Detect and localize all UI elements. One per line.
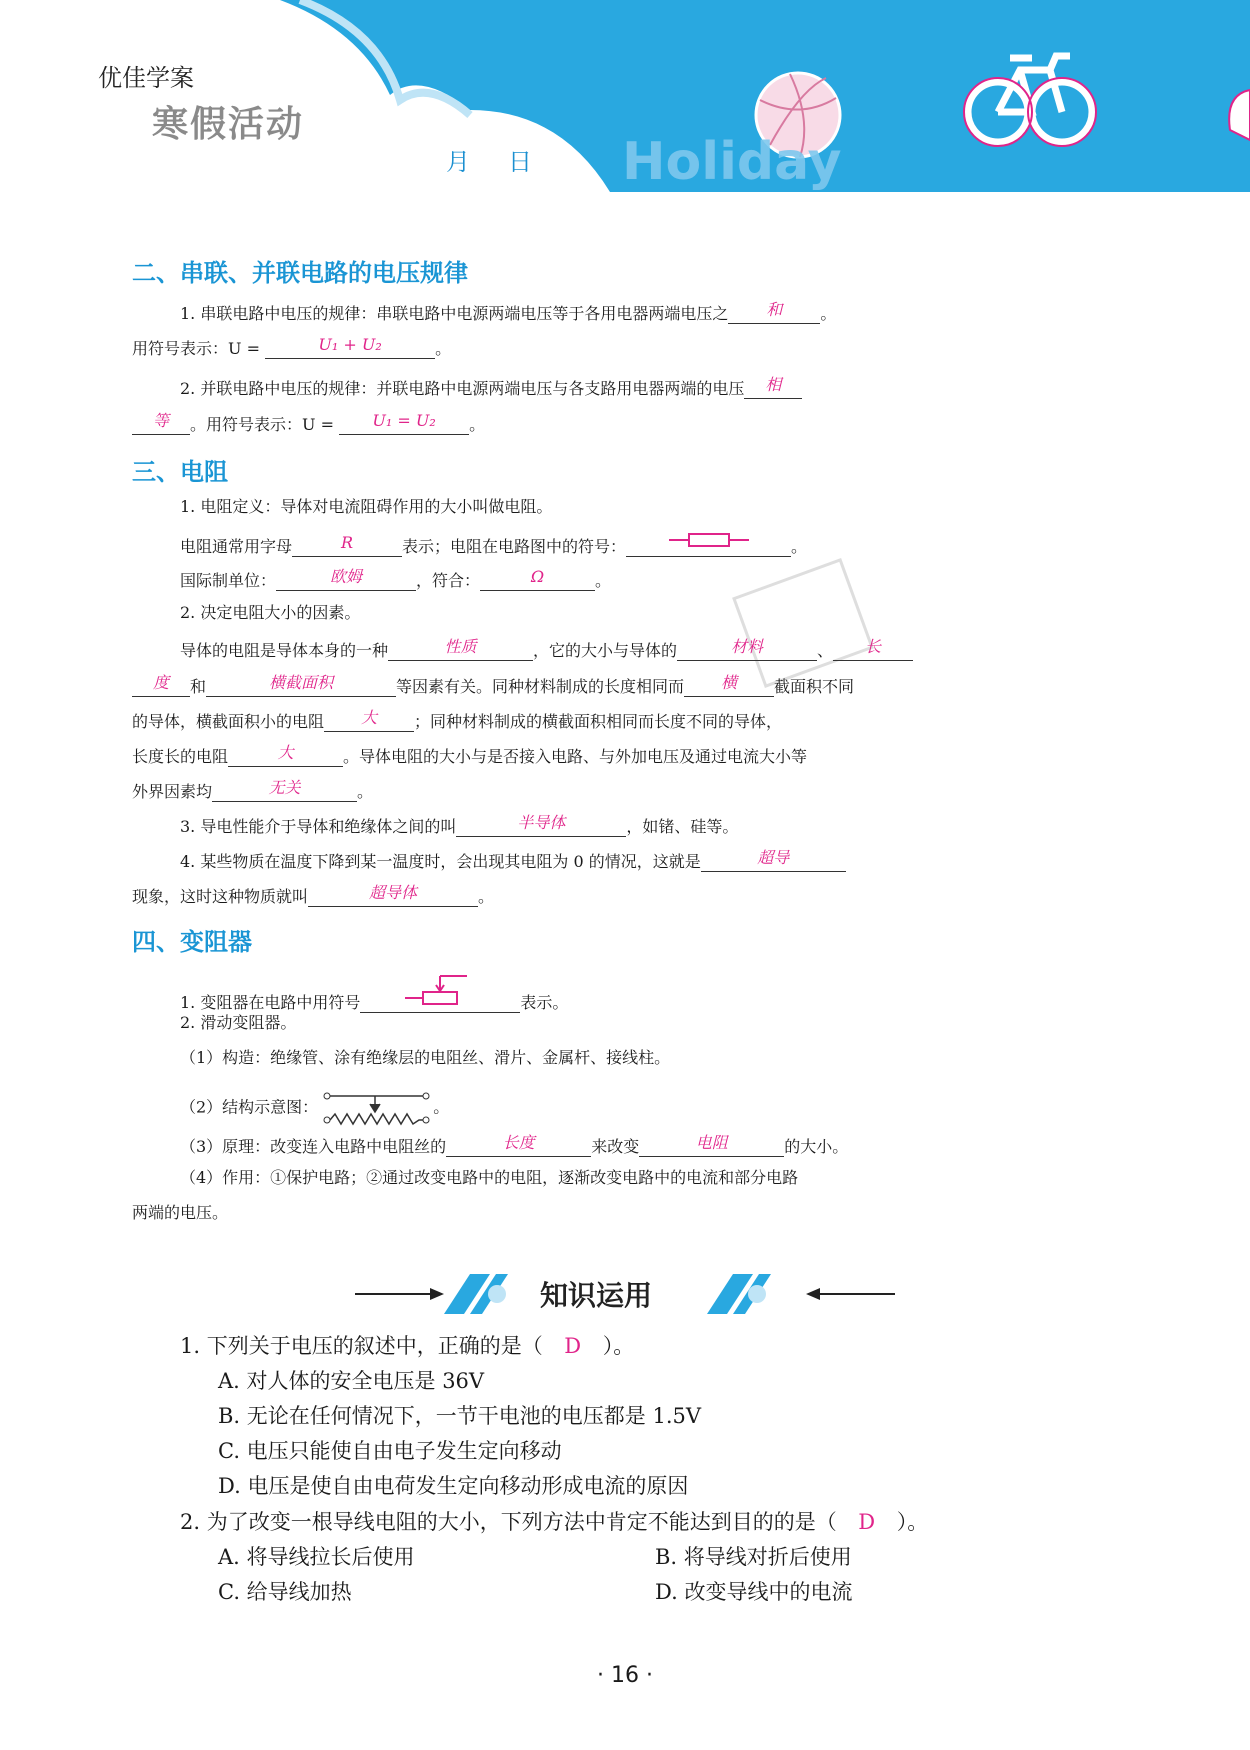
text-line: 长度长的电阻 大 。导体电阻的大小与是否接入电路、与外加电压及通过电流大小等 [132,740,807,767]
page-number: · 16 · [597,1663,653,1688]
answer-blank[interactable]: 电阻 [639,1130,784,1157]
answer-blank[interactable]: 相 [744,372,802,399]
text-line: 现象，这时这种物质就叫 超导体 。 [132,880,494,907]
answer-blank[interactable]: 横 [684,670,774,697]
date-field [446,142,570,177]
text-line: 的导体，横截面积小的电阻 大 ；同种材料制成的横截面积相同而长度不同的导体， [132,705,782,732]
option[interactable]: D. 电压是使自由电荷发生定向移动形成电流的原因 [218,1474,689,1498]
answer-blank[interactable]: 大 [228,740,343,767]
brand-subtitle: 寒假活动 [152,104,305,145]
watermark-stamp [732,558,874,688]
answer-blank[interactable]: 无关 [212,775,357,802]
banner-title: 知识运用 [540,1279,653,1312]
day-label: 日 [508,148,532,176]
month-label: 月 [446,148,470,176]
section-title-resistance: 三、电阻 [132,458,228,486]
option[interactable]: A. 对人体的安全电压是 36V [218,1369,485,1393]
slide-rheostat-diagram-icon [323,1088,433,1128]
text-line: （3）原理：改变连入电路中电阻丝的 长度 来改变 电阻 的大小。 [180,1130,848,1157]
answer-blank[interactable]: 长度 [446,1130,591,1157]
paragraph-series-formula: 用符号表示：U = U₁ + U₂ 。 [132,332,451,359]
text-line: （2）结构示意图： 。 [180,1088,449,1128]
answer-choice[interactable]: D [858,1510,876,1534]
arrow-left-icon [806,1288,895,1300]
option[interactable]: C. 电压只能使自由电子发生定向移动 [218,1439,562,1463]
answer-blank[interactable]: 度 [132,670,190,697]
arrow-right-icon [355,1288,444,1300]
text-line: 3. 导电性能介于导体和绝缘体之间的叫 半导体 ，如锗、硅等。 [180,810,738,837]
answer-blank[interactable]: 欧姆 [276,564,416,591]
section-title-rheostat: 四、变阻器 [132,928,252,956]
option[interactable]: A. 将导线拉长后使用 [218,1545,415,1569]
text-line: （1）构造：绝缘管、涂有绝缘层的电阻丝、滑片、金属杆、接线柱。 [180,1048,671,1067]
page-header [0,0,1250,200]
option[interactable]: B. 将导线对折后使用 [655,1545,852,1569]
paragraph-series-voltage: 1. 串联电路中电压的规律：串联电路中电源两端电压等于各用电器两端电压之 和 。 [180,297,836,324]
text-line: 1. 电阻定义：导体对电流阻碍作用的大小叫做电阻。 [180,497,553,516]
text-line: 4. 某些物质在温度下降到某一温度时，会出现其电阻为 0 的情况，这就是 超导 [180,845,846,872]
answer-blank[interactable]: 大 [324,705,414,732]
option[interactable]: B. 无论在任何情况下，一节干电池的电压都是 1.5V [218,1404,702,1428]
question-2: 2. 为了改变一根导线电阻的大小，下列方法中肯定不能达到目的的是（ D ）。 [180,1510,929,1534]
answer-blank[interactable]: 材料 [677,634,817,661]
text-line: （4）作用：①保护电路；②通过改变电路中的电阻，逐渐改变电路中的电流和部分电路 [180,1168,799,1187]
text-line: 2. 决定电阻大小的因素。 [180,603,361,622]
text-line: 电阻通常用字母 R 表示；电阻在电路图中的符号： 。 [180,530,807,557]
resistor-symbol-icon [669,530,749,550]
answer-blank[interactable] [626,530,791,557]
answer-choice[interactable]: D [564,1334,582,1358]
answer-blank[interactable]: 等 [132,408,190,435]
answer-blank[interactable]: 和 [728,297,820,324]
text-line: 1. 变阻器在电路中用符号 表示。 [180,972,568,1013]
answer-blank[interactable]: 长 [833,634,913,661]
answer-blank[interactable]: 横截面积 [206,670,396,697]
paragraph-parallel-formula: 等 。用符号表示：U = U₁ = U₂ 。 [132,408,485,435]
text-line: 2. 滑动变阻器。 [180,1013,297,1032]
answer-blank[interactable] [360,972,520,1013]
holiday-text: Holiday [622,132,842,192]
answer-blank[interactable]: 超导 [701,845,846,872]
answer-blank[interactable]: 性质 [388,634,533,661]
rheostat-symbol-icon [405,972,475,1008]
text-line: 国际制单位： 欧姆 ，符合： Ω 。 [180,564,611,591]
answer-blank[interactable]: R [292,530,402,557]
text-line: 导体的电阻是导体本身的一种 性质 ，它的大小与导体的 材料 、 长 [180,634,913,661]
text-line: 度 和 横截面积 等因素有关。同种材料制成的长度相同而 横 截面积不同 [132,670,854,697]
option[interactable]: C. 给导线加热 [218,1580,352,1604]
answer-blank[interactable]: 超导体 [308,880,478,907]
text-line: 外界因素均 无关 。 [132,775,373,802]
answer-blank[interactable]: U₁ + U₂ [265,332,435,359]
answer-blank[interactable]: U₁ = U₂ [339,408,469,435]
text-line: 两端的电压。 [132,1203,229,1222]
paragraph-parallel-voltage: 2. 并联电路中电压的规律：并联电路中电源两端电压与各支路用电器两端的电压 相 [180,372,802,399]
option[interactable]: D. 改变导线中的电流 [655,1580,853,1604]
brand-name: 优佳学案 [98,64,194,92]
answer-blank[interactable]: 半导体 [456,810,626,837]
section-title-voltage: 二、串联、并联电路的电压规律 [132,259,468,287]
answer-blank[interactable]: Ω [480,564,595,591]
question-1: 1. 下列关于电压的叙述中，正确的是（ D ）。 [180,1334,635,1358]
